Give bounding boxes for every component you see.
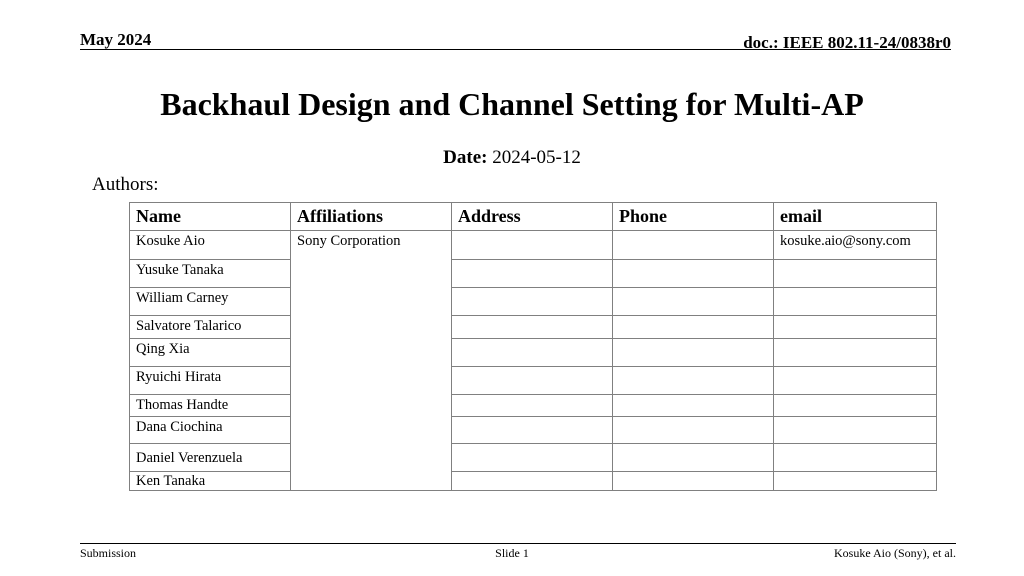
authors-table: [129, 202, 937, 491]
date-label: Date:: [443, 147, 488, 168]
table-row: [130, 472, 937, 491]
footer-slide-number: Slide 1: [495, 546, 529, 560]
table-row: [130, 444, 937, 472]
author-name: Yusuke Tanaka: [130, 260, 291, 288]
author-name: Dana Ciochina: [130, 417, 291, 444]
author-address: [452, 339, 613, 367]
author-name: Ken Tanaka: [130, 472, 291, 491]
author-address: [452, 260, 613, 288]
table-row: [130, 316, 937, 339]
author-address: [452, 472, 613, 491]
author-email: [774, 288, 937, 316]
author-address: [452, 367, 613, 395]
author-name: Kosuke Aio: [130, 231, 291, 260]
author-phone: [613, 288, 774, 316]
header-divider: [80, 49, 951, 50]
date-line: [0, 147, 1024, 169]
col-header-email: email: [774, 203, 937, 231]
author-phone: [613, 260, 774, 288]
author-name: Thomas Handte: [130, 395, 291, 417]
author-address: [452, 395, 613, 417]
author-affiliation: Sony Corporation: [291, 231, 452, 491]
author-email: [774, 417, 937, 444]
footer-divider: [80, 543, 956, 544]
table-row: [130, 288, 937, 316]
author-phone: [613, 339, 774, 367]
slide-title: Backhaul Design and Channel Setting for Multi-AP: [160, 86, 864, 122]
author-phone: [613, 444, 774, 472]
header-doc-id: doc.: IEEE 802.11-24/0838r0: [743, 33, 951, 52]
col-header-affiliations: Affiliations: [291, 203, 452, 231]
author-phone: [613, 316, 774, 339]
author-phone: [613, 395, 774, 417]
col-header-address: Address: [452, 203, 613, 231]
author-name: Salvatore Talarico: [130, 316, 291, 339]
footer-authors: Kosuke Aio (Sony), et al.: [834, 546, 956, 560]
author-address: [452, 231, 613, 260]
date-value: 2024-05-12: [492, 147, 581, 168]
table-row: [130, 395, 937, 417]
authors-label: Authors:: [92, 174, 159, 195]
author-name: Qing Xia: [130, 339, 291, 367]
table-header-row: [130, 203, 937, 231]
author-email: [774, 444, 937, 472]
author-email: [774, 339, 937, 367]
author-phone: [613, 417, 774, 444]
author-email: kosuke.aio@sony.com: [774, 231, 937, 260]
table-row: [130, 417, 937, 444]
author-email: [774, 472, 937, 491]
table-row: [130, 367, 937, 395]
author-email: [774, 395, 937, 417]
author-address: [452, 288, 613, 316]
table-row: [130, 339, 937, 367]
col-header-name: Name: [130, 203, 291, 231]
author-email: [774, 260, 937, 288]
author-email: [774, 316, 937, 339]
author-phone: [613, 367, 774, 395]
author-address: [452, 316, 613, 339]
footer-submission: Submission: [80, 546, 137, 560]
author-address: [452, 417, 613, 444]
author-name: Daniel Verenzuela: [130, 444, 291, 472]
header-date: May 2024: [80, 30, 152, 49]
author-name: William Carney: [130, 288, 291, 316]
author-phone: [613, 231, 774, 260]
author-phone: [613, 472, 774, 491]
author-address: [452, 444, 613, 472]
author-name: Ryuichi Hirata: [130, 367, 291, 395]
author-email: [774, 367, 937, 395]
table-row: [130, 260, 937, 288]
col-header-phone: Phone: [613, 203, 774, 231]
table-row: [130, 231, 937, 260]
